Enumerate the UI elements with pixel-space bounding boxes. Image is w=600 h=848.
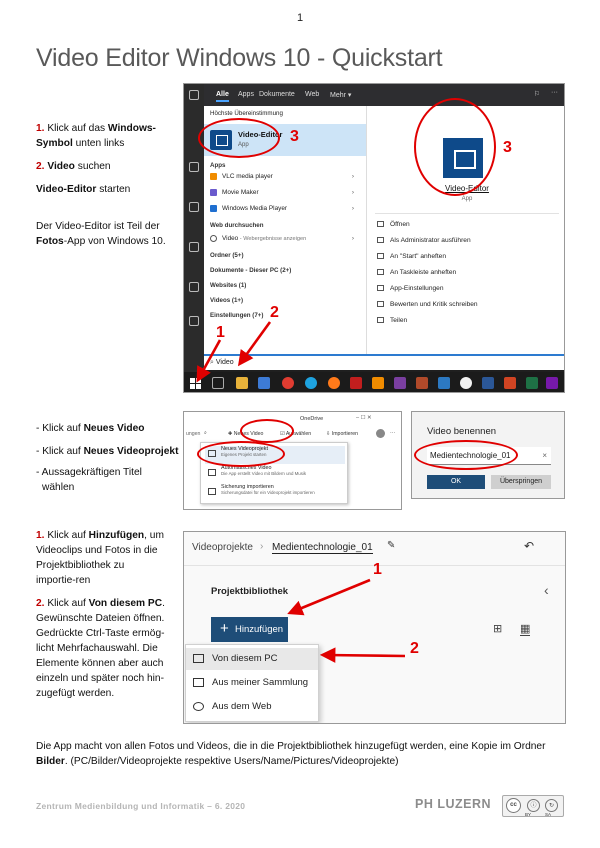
list-view-icon[interactable]: ▦ (520, 623, 531, 635)
result-web-video[interactable]: Video - Webergebnisse anzeigen › (210, 235, 360, 242)
result-movie-maker[interactable]: Movie Maker › (210, 189, 360, 196)
highlight-circle (414, 98, 496, 196)
web-header: Web durchsuchen (210, 222, 264, 229)
menu-item-new-project[interactable]: Neues Videoprojekt Eigenes Projekt starten (205, 446, 345, 464)
task-view-icon[interactable] (212, 377, 224, 389)
step-search-video: 2. Video suchen (36, 161, 111, 172)
breadcrumb-current[interactable]: Medientechnologie_01 (272, 542, 373, 553)
excel-icon[interactable] (526, 377, 538, 389)
photos-icon[interactable] (438, 377, 450, 389)
action-pin-start[interactable]: An "Start" anheften (377, 253, 446, 260)
highlight-circle (414, 440, 518, 470)
cc-license-badge: cc ⓘ ↻ BY SA (502, 795, 564, 817)
search-box-text: Video (215, 359, 234, 366)
chevron-right-icon: › (260, 541, 264, 552)
onedrive-label: OneDrive (300, 416, 324, 422)
action-app-settings[interactable]: App-Einstellungen (377, 285, 444, 292)
action-share[interactable]: Teilen (377, 317, 407, 324)
tab-alle[interactable]: Alle (216, 91, 229, 102)
grid-view-icon[interactable]: ⊞ (493, 623, 503, 635)
search-icon (210, 235, 217, 242)
page-title: Video Editor Windows 10 - Quickstart (36, 44, 443, 72)
app-icon[interactable] (394, 377, 406, 389)
by-icon: ⓘ (527, 799, 540, 812)
action-rate[interactable]: Bewerten und Kritik schreiben (377, 301, 478, 308)
menu-item-from-collection[interactable]: Aus meiner Sammlung (186, 672, 318, 694)
cc-icon: cc (506, 798, 521, 813)
step-click-windows: 1. Klick auf das Windows-Symbol unten links (36, 123, 156, 149)
search-icon: ⌕ (210, 359, 214, 366)
apps-header: Apps (210, 162, 226, 169)
result-vlc[interactable]: VLC media player › (210, 173, 360, 180)
menu-item-from-pc[interactable]: Von diesem PC (186, 648, 318, 670)
tab-mehr[interactable]: Mehr ▾ (330, 92, 352, 99)
menu-item-import-backup[interactable]: Sicherung importieren Sicherungsdatei für ein Videoprojekt importieren (205, 484, 345, 502)
instructions-start (36, 121, 171, 257)
importieren-button[interactable]: ⇩ Importieren (326, 431, 359, 437)
step-start-editor: Video-Editor starten (36, 184, 131, 195)
result-media-player[interactable]: Windows Media Player › (210, 205, 360, 212)
save-icon[interactable] (258, 377, 270, 389)
tab-apps[interactable]: Apps (238, 91, 254, 98)
search-icon[interactable]: ⌕ (204, 430, 207, 436)
undo-icon[interactable]: ↶ (524, 539, 535, 553)
preview-app-type: App (461, 196, 473, 202)
best-match-header: Höchste Übereinstimmung (210, 110, 283, 117)
powerpoint-icon[interactable] (504, 377, 516, 389)
action-run-admin[interactable]: Als Administrator ausführen (377, 237, 471, 244)
library-title: Projektbibliothek (211, 586, 289, 597)
movie-maker-icon (210, 189, 217, 196)
section-einstellungen[interactable]: Einstellungen (7+) (210, 312, 264, 319)
neues-video-button[interactable]: ✚ Neues Video (228, 431, 264, 437)
more-icon[interactable]: ··· (390, 430, 396, 436)
section-ordner[interactable]: Ordner (5+) (210, 252, 244, 259)
screenshot-new-video-menu: OneDrive – ☐ ✕ ungen ⌕ ✚ Neues Video ☑ Auswählen ⇩ Importieren ··· Neues Videoprojekt Eigenes Projekt starten Automatisches Video Die App erstellt Video mit Bildern und Musik Sicherung importieren Sicherungsdatei für ein Videoprojekt importieren (183, 411, 402, 510)
screenshot-project-library (183, 531, 566, 724)
highlight-circle (198, 118, 283, 158)
edit-icon[interactable]: ✎ (387, 540, 396, 551)
note-fotos-app: Der Video-Editor ist Teil der Fotos-App von Windows 10. (36, 221, 166, 247)
best-match-name: Video-Editor (238, 130, 283, 139)
add-button[interactable]: + Hinzufügen (211, 617, 288, 642)
annotation-number-2: 2 (410, 640, 419, 657)
media-player-icon (210, 205, 217, 212)
start-left-strip (184, 84, 204, 372)
annotation-number-1: 1 (216, 324, 225, 341)
clear-icon[interactable]: × (542, 451, 547, 460)
menu-item-auto-video[interactable]: Automatisches Video Die App erstellt Video mit Bildern und Musik (205, 465, 345, 483)
annotation-number-3: 3 (503, 139, 512, 156)
annotation-number-2: 2 (270, 304, 279, 321)
auswaehlen-button[interactable]: ☑ Auswählen (280, 431, 312, 437)
footer-text: Zentrum Medienbildung und Informatik – 6. 2020 (36, 801, 246, 811)
search-filter-tabs (204, 84, 565, 106)
add-dropdown (185, 644, 319, 722)
vlc-icon (210, 173, 217, 180)
ph-luzern-logo: PH LUZERN (415, 797, 492, 811)
avatar[interactable] (376, 429, 385, 438)
page-number: 1 (296, 12, 304, 24)
feedback-icon[interactable]: ⚐ (533, 91, 540, 98)
action-open[interactable]: Öffnen (377, 221, 410, 228)
menu-item-from-web[interactable]: Aus dem Web (186, 696, 318, 718)
taskbar (184, 372, 565, 393)
section-dokumente[interactable]: Dokumente - Dieser PC (2+) (210, 267, 292, 274)
instructions-add-media (36, 528, 166, 709)
windows-start-icon[interactable] (190, 378, 201, 389)
sa-icon: ↻ (545, 799, 558, 812)
edge-icon[interactable] (305, 377, 317, 389)
firefox-icon[interactable] (328, 377, 340, 389)
skip-button[interactable]: Überspringen (491, 475, 551, 489)
step-new-project: - Klick auf Neues Videoprojekt (36, 446, 179, 457)
app-icon[interactable] (416, 377, 428, 389)
collapse-icon[interactable]: ‹ (544, 582, 549, 598)
instructions-new-video (36, 421, 181, 495)
dialog-title: Video benennen (427, 426, 497, 437)
tab-web[interactable]: Web (305, 91, 320, 98)
onenote-icon[interactable] (546, 377, 558, 389)
best-match-type: App (238, 142, 249, 148)
section-websites[interactable]: Websites (1) (210, 282, 247, 289)
step-click-add: 1. Klick auf Hinzufügen, um Videoclips und Fotos in die Projektbibliothek zu importie-ren (36, 530, 164, 586)
pdf-icon[interactable] (350, 377, 362, 389)
annotation-number-3: 3 (290, 128, 299, 145)
section-videos[interactable]: Videos (1+) (210, 297, 244, 304)
step-from-pc: 2. Klick auf Von diesem PC. Gewünschte Dateien öffnen. Gedrückte Ctrl-Taste ermög-licht Mehrfachauswahl. Die Elemente können aber auch einzeln und später noch hin-zugefügt werden. (36, 598, 165, 699)
word-icon[interactable] (482, 377, 494, 389)
tab-dokumente[interactable]: Dokumente (259, 91, 295, 98)
chrome-icon[interactable] (282, 377, 294, 389)
explorer-icon[interactable] (236, 377, 248, 389)
vlc-taskbar-icon[interactable] (372, 377, 384, 389)
preview-app-name[interactable]: Video-Editor (445, 184, 489, 193)
annotation-number-1: 1 (373, 561, 382, 578)
highlight-circle (240, 419, 294, 443)
title-input[interactable]: Medientechnologie_01 × (427, 447, 551, 465)
step-new-video: - Klick auf Neues Video (36, 423, 145, 434)
taskbar-search-box[interactable] (204, 354, 565, 370)
more-icon[interactable]: ··· (551, 89, 558, 96)
ok-button[interactable]: OK (427, 475, 485, 489)
step-choose-title: - Aussagekräftigen Titel wählen (36, 467, 142, 493)
window-controls[interactable]: – ☐ ✕ (356, 415, 372, 421)
bottom-note: Die App macht von allen Fotos und Videos, die in die Projektbibliothek hinzugefügt werden, eine Kopie im Ordner Bilder. (PC/Bilder/Videoprojekte respektive Users/Name/Pictures/Videoprojekte) (36, 741, 546, 767)
highlight-circle (197, 441, 285, 467)
app-icon[interactable] (460, 377, 472, 389)
breadcrumb-root[interactable]: Videoprojekte (192, 542, 253, 553)
action-pin-taskbar[interactable]: An Taskleiste anheften (377, 269, 456, 276)
